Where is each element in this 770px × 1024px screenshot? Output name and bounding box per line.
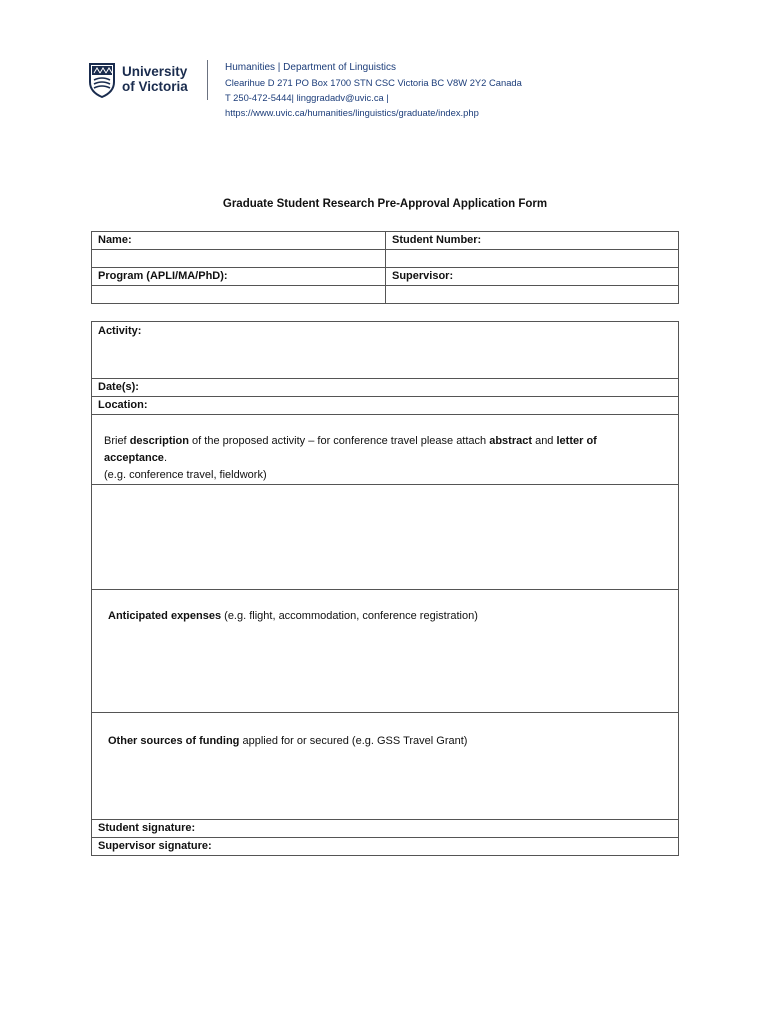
- funding-hint: applied for or secured (e.g. GSS Travel Grant): [239, 735, 468, 747]
- description-prompt: [92, 415, 679, 485]
- desc-text-3: and: [532, 435, 557, 447]
- funding-label: Other sources of funding: [108, 735, 240, 747]
- expenses-label: Anticipated expenses: [108, 610, 222, 622]
- department-line: Humanities | Department of Linguistics: [225, 62, 397, 73]
- logo-line-1: University: [122, 64, 188, 79]
- funding-cell[interactable]: [92, 713, 679, 820]
- student-info-table: [91, 231, 679, 304]
- name-field[interactable]: [92, 250, 386, 268]
- dates-label: Date(s):: [98, 381, 139, 393]
- logo-wordmark: [122, 64, 188, 94]
- desc-text-4: .: [163, 452, 167, 464]
- student-signature-label: Student signature:: [98, 822, 196, 834]
- description-field[interactable]: [92, 485, 679, 590]
- supervisor-signature-cell[interactable]: [92, 838, 679, 856]
- desc-bold-letter: letter of acceptance: [104, 435, 597, 464]
- university-crest-icon: [88, 62, 116, 98]
- desc-text-2: of the proposed activity – for conference travel please attach: [188, 435, 490, 447]
- location-label: Location:: [98, 399, 148, 411]
- activity-label: Activity:: [98, 325, 142, 337]
- activity-table: [91, 321, 679, 856]
- supervisor-label: Supervisor:: [386, 268, 679, 286]
- student-number-label: Student Number:: [386, 232, 679, 250]
- location-cell[interactable]: [92, 397, 679, 415]
- student-number-field[interactable]: [386, 250, 679, 268]
- name-label: Name:: [92, 232, 386, 250]
- university-logo: [88, 60, 198, 100]
- dates-cell[interactable]: [92, 379, 679, 397]
- activity-cell[interactable]: [92, 322, 679, 379]
- logo-line-2: of Victoria: [122, 79, 188, 94]
- expenses-cell[interactable]: [92, 590, 679, 713]
- program-field[interactable]: [92, 286, 386, 304]
- contact-block: [225, 60, 522, 120]
- supervisor-field[interactable]: [386, 286, 679, 304]
- header-divider: [207, 60, 208, 100]
- program-label: Program (APLI/MA/PhD):: [92, 268, 386, 286]
- desc-example: (e.g. conference travel, fieldwork): [104, 469, 267, 481]
- address-line: Clearihue D 271 PO Box 1700 STN CSC Victoria BC V8W 2Y2 Canada: [225, 77, 522, 88]
- desc-bold-abstract: abstract: [489, 435, 533, 447]
- supervisor-signature-label: Supervisor signature:: [98, 840, 212, 852]
- contact-line: T 250-472-5444| linggradadv@uvic.ca |: [225, 92, 389, 103]
- expenses-hint: (e.g. flight, accommodation, conference registration): [221, 610, 478, 622]
- desc-bold-description: description: [129, 435, 189, 447]
- form-title: Graduate Student Research Pre-Approval Application Form: [222, 198, 548, 210]
- desc-text-1: Brief: [104, 435, 130, 447]
- student-signature-cell[interactable]: [92, 820, 679, 838]
- url-line[interactable]: https://www.uvic.ca/humanities/linguistics/graduate/index.php: [225, 107, 479, 118]
